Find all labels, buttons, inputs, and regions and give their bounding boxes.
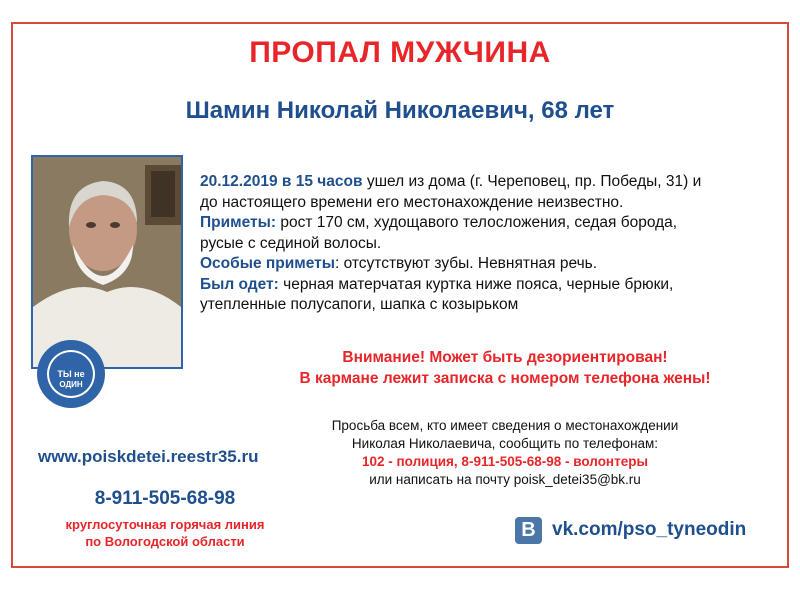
photo-illustration <box>33 157 181 367</box>
missing-person-name: Шамин Николай Николаевич, 68 лет <box>185 97 615 124</box>
contact-phones: 102 - полиция, 8-911-505-68-98 - волонтеры <box>362 454 648 469</box>
hotline-block: 8-911-505-68-98 круглосуточная горячая линия по Вологодской области <box>20 488 310 550</box>
poster-title: ПРОПАЛ МУЖЧИНА <box>249 36 551 69</box>
contact-email: или написать на почту poisk_detei35@bk.ru <box>369 472 641 487</box>
warning-block: Внимание! Может быть дезориентирован! В кармане лежит записка с номером телефона жены! <box>299 349 711 387</box>
missing-person-photo <box>31 155 183 369</box>
contact-request: Просьба всем, кто имеет сведения о местонахождении Николая Николаевича, сообщить по телефонам: 102 - полиция, 8-911-505-68-98 - волонтеры или написать на почту poisk_detei35@bk.ru <box>290 417 720 489</box>
signs-label: Приметы: <box>200 214 277 231</box>
hotline-phone[interactable]: 8-911-505-68-98 <box>94 488 236 509</box>
date-time: 20.12.2019 в 15 часов <box>200 173 363 190</box>
vk-link[interactable]: vk.com/pso_tyneodin <box>552 519 747 540</box>
clothes-label: Был одет: <box>200 275 279 293</box>
volunteer-org-logo <box>35 338 107 410</box>
website-link[interactable]: www.poiskdetei.reestr35.ru <box>38 447 259 466</box>
vk-icon: В <box>515 517 542 544</box>
svg-text:ТЫ не: ТЫ не <box>57 369 85 379</box>
special-signs-label: Особые приметы <box>200 255 335 272</box>
description-block: 20.12.2019 в 15 часов ушел из дома (г. Череповец, пр. Победы, 31) и до настоящего времени его местонахождение неизвестно. Приметы: рост 170 см, худощавого телосложения, седая борода, русые с сединой волосы. Особые приметы: отсутствуют зубы. Невнятная речь. Был одет: черная матерчатая куртка ниже пояса, черные брюки, утепленные полусапоги, шапка с козырьком <box>200 173 702 313</box>
svg-text:ОДИН: ОДИН <box>59 380 83 389</box>
